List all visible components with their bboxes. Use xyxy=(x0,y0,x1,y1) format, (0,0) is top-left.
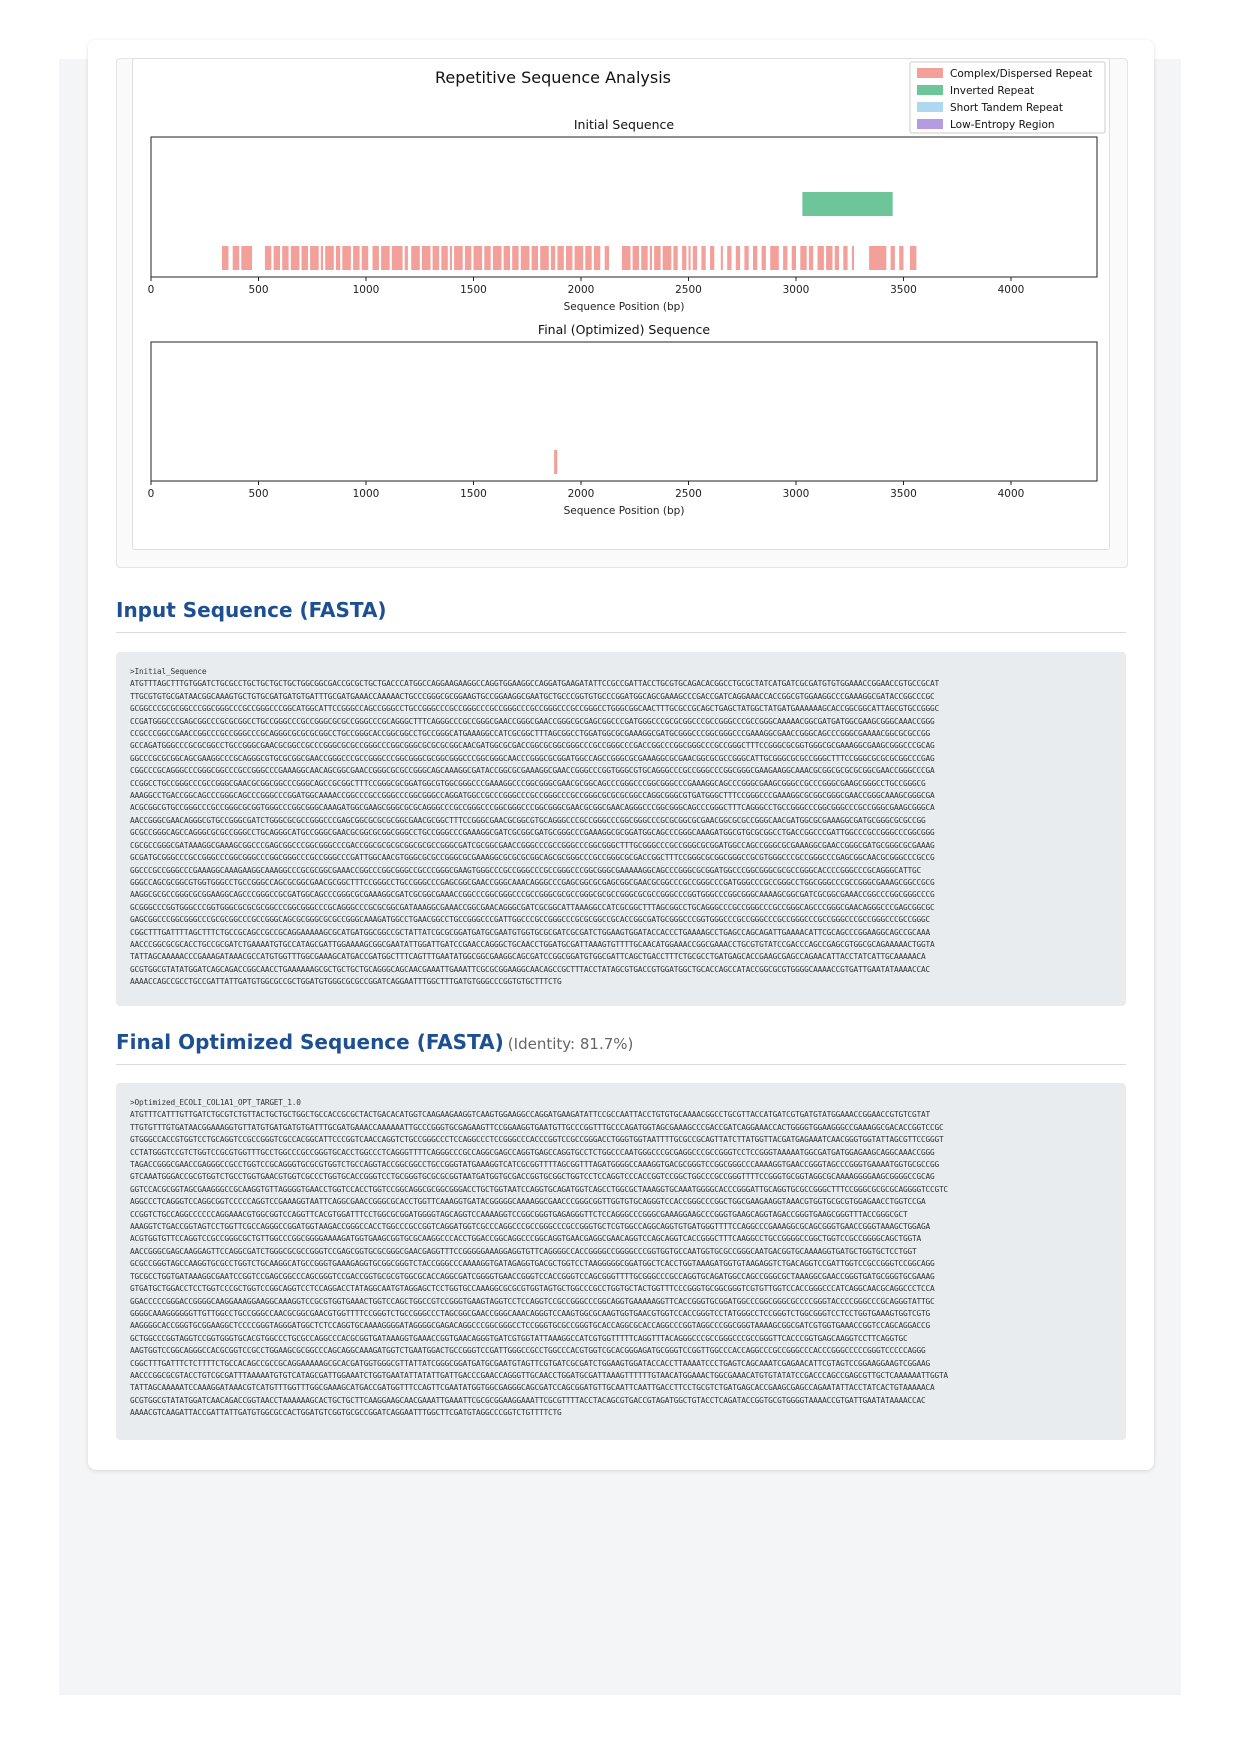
subplot-2-title: Final (Optimized) Sequence xyxy=(537,322,711,337)
complex-repeat-bar xyxy=(792,246,796,270)
complex-repeat-bar xyxy=(405,246,408,270)
legend-swatch-complex xyxy=(917,68,943,78)
complex-repeat-bar xyxy=(594,246,600,270)
complex-repeat-bar xyxy=(362,246,369,270)
final-fasta-header: >Optimized_ECOLI_COL1A1_OPT_TARGET_1.0 xyxy=(130,1098,301,1107)
complex-repeat-bar xyxy=(454,246,463,270)
x-tick-label: 2500 xyxy=(675,284,702,296)
subplot-1-xlabel: Sequence Position (bp) xyxy=(563,301,685,313)
x-tick-label: 1500 xyxy=(460,284,487,296)
x-tick-label: 2500 xyxy=(675,488,702,500)
complex-repeat-bar xyxy=(353,246,360,270)
complex-repeat-bar xyxy=(282,246,288,270)
x-tick-label: 1000 xyxy=(352,284,380,296)
final-section-title xyxy=(116,1030,633,1054)
complex-repeat-bar xyxy=(521,246,530,270)
x-tick-label: 3000 xyxy=(782,488,810,500)
complex-repeat-bar xyxy=(474,246,483,270)
chart-title: Repetitive Sequence Analysis xyxy=(434,68,672,87)
x-tick-label: 2000 xyxy=(567,488,595,500)
complex-repeat-bar xyxy=(622,246,631,270)
x-tick-label: 0 xyxy=(147,488,155,500)
complex-repeat-bar xyxy=(233,246,240,270)
final-fasta-sequence: ATGTTTCATTTGTTGATCTGCGTCTGTTACTGCTGCTGGCTGCCACCGCGCTACTGACACATGGTCAAGAAGAAGGTCAAGTGGAAGGCCAGGATGAAGATATTCCGCCAATTACCTGTGTGCAAAACGGCCTGCGTTACCATGATCGTGATGTATGGAAACCGGAACCGTGTCGTAT TTGTGTTTGTGATAACGGAAAGGTGTTATGTGATGATGTGATTTGCGATGAAACCAAAAAATTGCCCGGGTGCGAGAAGTTCCGGAAGGTGAATGTTGCCCGGTTTGCCCAGATGGTAGCGAAAGCCCGACCGATCAGGAAACCACTGGGGTGGAAGGGCCGAAAGGCGACACCGGTCCGC GTGGGCCACCGTGGTCCTGCAGGTCCGCCGGGTCGCCACGGCATTCCCGGTCAACCAGGTCTGCCGGGCCCTCCAGGCCCTCCGGGCCCACCCGGTCCGCCGGGACCTGGGTGGTAATTTTGCGCCGCAGTTATCTTATGGTTACGATGAGAAATCAACGGGTGGTATTAGCGTTCCGGGT CCTATGGGTCCGTCTGGTCCGCGTGGTTTGCCTGGCCCGCCGGGTGCACCTGGCCCTCAGGGTTTTCAGGGCCCGCCAGGCGAGCCAGGTGAGCCAGGTGCCTCTGGCCCAATGGGCCCGCGAGGCCCGCCGGGTCCTCCGGGTAAAAATGGCGATGATGGAGAAGCAGGCAAACCGGG TAGACCGGGCGAACCGAGGGCCGCCTGGTCCGCAGGGTGCGCGTGGTCTGCCAGGTACCGGCGGCCTGCCGGGTATGAAAGGTCATCGCGGTTTTAGCGGTTTAGATGGGGCCAAAGGTGACGCGGGTCCGGCGGGCCCAAAAGGTGAACCGGGTAGCCCGGGTGAAAATGGTGCGCCGG GTCAAATGGGACCGCGTGGTCTGCCTGGTGAACGTGGTCGCCCTGGTGCACCGGGTCCTGCGGGTGCGCGCGGTAATGATGGTGCGACCGGTGCGGCTGGTCCTCCAGGTCCCACCGGTCCGGCTGGCCCGCCGGGTTTTCCGGGTGCGGTAGGCGCAAAAGGGGAAGCGGGGCCGCAG GGTCCACGCGGTAGCGAAGGGCCGCAAGGTGTTAGGGGTGAACCTGGTCCACCTGGTCCGGCAGGCGCGGCGGGACCTGCTGGTAATCCAGGTGCAGATGGTCAGCCTGGCGCTAAAGGTGCAAATGGGGCACCCGGGATTGCAGGTGCGCCGGGCTTTCCGGGCGCGCGCAGGGGTCCGTC AGGCCCTCAGGGTCCAGGCGGTCCCCCAGGTCCGAAAGGTAATTCAGGCGAACCGGGCGCACCTGGTTCAAAGGTGATACGGGGGCAAAAGGCGAACCCGGGCGGTTGGTGTGCAGGGTCCACCGGGCCCGGCTGGCGAAGAAGGTAAACGTGGTGCGCGTGGAGAACCTGGTCCGA CCGGTCTGCCAGGCCCCCCAGGAAACGTGGCGGTCCAGGTTCACGTGGATTTCCTGGCGCGGATGGGGTAGCAGGTCCAAAAGGTCCGGCGGGTGAGAGGGTTCTCCAGGGCCCGGGCGAAAGGAAGCCCGGGTGAAGCAGGTAGACCGGGTGAAGCGGGTTTACCGGGCGCT AAAGGTCTGACCGGTAGTCCTGGTTCGCCAGGGCCGGATGGTAAGACCGGGCCACCTGGCCCGCCGGTCAGGATGGTCGCCCAGGCCCGCCGGGCCCGCCGGGTGCTCGTGGCCAGGCAGGTGTGATGGGTTTTCCAGGCCCGAAAGGCGCAGCGGGTGAACCGGGTAAAGCTGGAGA ACGTGGTGTTCCAGGTCCGCCGGGCGCTGTTGGCCCGGCGGGGAAAAGATGGTGAAGCGGTGCGCAAGGCCCACCTGGACCGGCAGGCCCGGCAGGTGAACGAGGCGAACAGGTCCAGCAGGTCACCGGGCTTTCAAGGCCTGCCGGGGCCGGCTGGTCCGCCGGGGCAGCTGGTA AACCGGGCGAGCAAGGAGTTCCAGGCGATCTGGGCGCGCCGGGTCCGAGCGGTGCGCGGGCGAACGAGGTTTCCGGGGGAAAGGAGGTGTTCAGGGGCCACCGGGGCCGGGGCCCGGTGGTGCCAATGGTGCGCCGGGCAATGACGGTGCAAAAGGTGATGCTGGTGCTCCTGGT GCGCCGGGTAGCCAAGGTGCGCCTGGTCTGCAAGGCATGCCGGGTGAAAGAGGTGCGGCGGGTCTACCGGGCCCAAAAGGTGATAGAGGTGACGCTGGTCCTAAGGGGGCGGATGGCTCACCTGGTAAAGATGGTGTAAGAGGTCTGACAGGTCCGATTGGTCCGCCGGGTCCGGCAGG TGCGCCTGGTGATAAAGGCGAATCCGGTCCGAGCGGCCCAGCGGGTCCGACCGGTGCGCGTGGCGCACCAGGCGATCGGGGTGAACCGGGTCCACCGGGTCCAGCGGGTTTTGCGGGCCCGCCAGGTGCAGATGGCCAGCCGGGCGCTAAAGGCGAACCGGGTGATGCGGGTGCGAAAG GTGATGCTGGACCTCCTGGTCCCGCTGGTCCGGCAGGTCCTCCAGGACCTATAGGCAATGTAGGAGCTCCTGGTGCCAAAGGCGCGCGTGGTAGTGCTGGCCCGCCTGGTGCTACTGGTTTCCCGGGTGCGGCGGGTCGTGTTGGTCCACCGGGCCCATCAGGCAACGCAGGCCCTCCA GGACCCCCGGGACCGGGGCAAGGAAAGGAAGGCAAAGGTCCGCGTGGTGAAACTGGTCCAGCTGGCCGTCCGGGTGAAGTAGGTCCTCCAGGTCCGCCGGGCCCGGCAGGTGAAAAAGGTTCACCGGGTGCGGATGGCCCGGCGGGCGCCCCGGGTACCCCGGGCCCGCAGGGTATTGC GGGGCAAAGGGGGGTTGTTGGCCTGCCGGGCCAACGCGGCGAACGTGGTTTTCCGGGTCTGCCGGGCCCTAGCGGCGAACCGGGCAAACAGGGTCCAAGTGGCGCAAGTGGTGAACGTGGTCCACCGGGTCCTATGGGCCTCCGGGTCTGGCGGGTCCTCCTGGTGAAAGTGGTCGTG AAGGGGCACCGGGTGCGGAAGGCTCCCCGGGTAGGGATGGCTCTCCAGGTGCAAAAGGGGATAGGGGCGAGACAGGCCCGGCGGGCCTCCGGGTGCGCCGGGTGCACCAGGCGCACCAGGCCCGGTAGGCCCGGCGGGTAAAAGCGGCGATCGTGGTGAAACCGGTCCAGCAGGACCG GCTGGCCCGGTAGGTCCGGTGGGTGCACGTGGCCCTGCGCCAGGCCCACGCGGTGATAAAGGTGAAACCGGTGAACAGGGTGATCGTGGTATTAAAGGCCATCGTGGTTTTTCAGGTTTACAGGGCCCGCCGGGCCCGCCGGGTTCACCCGGTGAGCAAGGTCCTTCAGGTGC AAGTGGTCCGGCAGGGCCACGCGGTCCGCCTGGAAGCGCGGCCCAGCAGGCAAAGATGGTCTGAATGGACTGCCGGGTCCGATTGGGCCGCCTGGCCCACGTGGTCGCACGGGAGATGCGGGTCCGGTTGGCCCACCAGGCCCGCCGGGCCCACCCGGGCCCCCGGGTCCCCCAGGG CGGCTTTGATTTCTCTTTTCTGCCACAGCCGCCGCAGGAAAAAGCGCACGATGGTGGGCGTTATTATCGGGCGGATGATGCGAATGTAGTTCGTGATCGCGATCTGGAAGTGGATACCACCTTAAAATCCCTGAGTCAGCAAATCGAGAACATTCGTAGTCCGGAAGGAAGTCGGAAG AACCCGGCGCGTACCTGTCGCGATTTAAAAATGTGTCATAGCGATTGGAAATCTGGTGAATATTATATTGATTGACCCGAACCAGGGTTGCAACCTGGATGCGATTAAAGTTTTTTGTAACATGGAAACTGGCGAAACATGTGTATATCCGACCCAGCCGAGCGTTGCTCAAAAAATTGGTA TATTAGCAAAAATCCAAAGGATAAACGTCATGTTTGGTTTGGCGAAAGCATGACCGATGGTTTCCAGTTCGAATATGGTGGCGAGGGCAGCGATCCAGCGGATGTTGCAATTCAATTGACCTTCCTGCGTCTGATGAGCACCGAAGCGAGCCAGAATATTACCTATCACTGTAAAAACA GCGTGGCGTATATGGATCAACAGACCGGTAACCTAAAAAAGCACTGCTGCTTCAAGGAAGCAACGAAATTGAAATTCGCGCGGAAGGAAATTCGCGTTTTACCTACAGCGTGACCGTAGATGGCTGTACCTCAGATACCGGTGCGTGGGGTAAAACCGTGATTGAATATAAAACCAC AAAACGTCAAGATTACCGATTATTGATGTGGCGCCACTGGATGTCGGTGCGCCGGATCAGGAATTTGGCTTCGATGTAGGCCCGGTCTGTTTTCTG xyxy=(130,1110,948,1418)
chart-legend xyxy=(910,62,1105,133)
legend-swatch-tandem xyxy=(917,102,943,112)
complex-repeat-bar xyxy=(551,246,555,270)
complex-repeat-bar xyxy=(575,246,584,270)
input-section-title-text: Input Sequence (FASTA) xyxy=(116,598,387,622)
complex-repeat-bar xyxy=(852,246,854,270)
subplot-1-ticks xyxy=(148,277,1025,296)
complex-repeat-bar xyxy=(557,246,563,270)
x-tick-label: 4000 xyxy=(997,488,1025,500)
complex-repeat-bar xyxy=(342,246,351,270)
complex-repeat-bar xyxy=(727,246,731,270)
complex-repeat-bar xyxy=(762,246,766,270)
complex-repeat-bar xyxy=(291,246,300,270)
inverted-repeat-bar xyxy=(802,192,892,216)
legend-label-tandem: Short Tandem Repeat xyxy=(950,102,1063,114)
x-tick-label: 3500 xyxy=(890,488,917,500)
complex-repeat-bar xyxy=(663,246,672,270)
complex-repeat-bar xyxy=(633,246,639,270)
input-section-divider xyxy=(116,632,1126,633)
complex-repeat-bar xyxy=(450,246,452,270)
subplot-2-ticks xyxy=(148,481,1025,500)
complex-repeat-bar xyxy=(422,246,431,270)
complex-repeat-bar xyxy=(710,246,714,270)
x-tick-label: 1500 xyxy=(460,488,487,500)
complex-repeat-bar xyxy=(721,246,723,270)
input-fasta-block xyxy=(116,652,1126,1006)
complex-repeat-bar xyxy=(321,246,323,270)
complex-repeat-bar xyxy=(783,246,787,270)
complex-repeat-bar xyxy=(744,246,748,270)
input-fasta-header: >Initial_Sequence xyxy=(130,667,207,676)
repeat-analysis-figure xyxy=(132,58,1110,550)
complex-repeat-bar xyxy=(770,246,779,270)
x-tick-label: 4000 xyxy=(997,284,1025,296)
complex-repeat-bar xyxy=(325,246,334,270)
complex-repeat-bar xyxy=(566,246,572,270)
complex-repeat-bar xyxy=(800,246,806,270)
complex-repeat-bar xyxy=(222,246,229,270)
complex-repeat-bar xyxy=(673,246,677,270)
complex-repeat-bar xyxy=(373,246,379,270)
complex-repeat-bar xyxy=(689,246,691,270)
final-section-divider xyxy=(116,1064,1126,1065)
complex-repeat-bar xyxy=(493,246,502,270)
complex-repeat-bar xyxy=(869,246,886,270)
repeat-analysis-chart xyxy=(133,59,1109,549)
subplot-1-title: Initial Sequence xyxy=(573,117,675,132)
identity-value: (Identity: 81.7%) xyxy=(507,1035,634,1053)
complex-repeat-bar xyxy=(899,246,903,270)
complex-repeat-bar xyxy=(512,246,518,270)
complex-repeat-bar xyxy=(641,246,648,270)
subplot-2-marks xyxy=(554,450,557,474)
complex-repeat-bar xyxy=(693,246,697,270)
complex-repeat-bar xyxy=(650,246,652,270)
complex-repeat-bar xyxy=(891,246,895,270)
legend-swatch-low-entropy xyxy=(917,119,943,129)
x-tick-label: 500 xyxy=(248,488,269,500)
legend-swatch-inverted xyxy=(917,85,943,95)
input-fasta-sequence: ATGTTTAGCTTTGTGGATCTGCGCCTGCTGCTGCTGCTGGCGGCGACCGCGCTGCTGACCCATGGCCAGGAAGAAGGCCAGGTGGAAGGCCAGGATGAAGATATTCCGCCGATTACCTGCGTGCAGACACGGCCTGCGCTATCATGATCGCGATGTGTGGAAACCGGAACCGTGCCGCAT TTGCGTGTGCGATAACGGCAAAGTGCTGTGCGATGATGTGATTTGCGATGAAACCAAAAACTGCCCGGGCGCGGAAGTGCCGGAAGGCGAATGCTGCCCGGTGTGCCCGGATGGCAGCGAAAGCCCGACCGATCAGGAAACCACCGGCGTGGAAGGCCCGAAAGGCGATACCGGCCCGC GCGGCCCGCGCGGCCCGGCGGGCCCGCCGGGCCCGGCATGGCATTCCGGGCCAGCCGGGCCTGCCGGGCCCGCCGGGCCCGCCGGGCCCGCCGGGCCCGCCGGGCCTGGGCGGCAACTTTGCGCCGCAGCTGAGCTATGGCTATGATGAAAAAAGCACCGGCGGCATTAGCGTGCCGGGC CCGATGGGCCCGAGCGGCCCGCGCGGCCTGCCGGGCCCGCCGGGCGCGCCGGGCCCGCAGGGCTTTCAGGGCCCGCCGGGCGAACCGGGCGAACCGGGCGCGAGCGGCCCGATGGGCCCGCGCGGCCCGCCGGGCCCGCCGGGCAAAAACGGCGATGATGGCGAAGCGGGCAAACCGGG CCGCCCGGCCGAACCGGCCCGCCGGGCCCGCAGGGCGCGCGCGGCCTGCCGGGCACCGGCGGCCTGCCGGGCATGAAAGGCCATCGCGGCTTTAGCGGCCTGGATGGCGCGAAAGGCGATGCGGGCCCGGCGGGCCCGAAAGGCGAACCGGGCAGCCCGGGCGAAAACGGCGCGCCGG GCCAGATGGGCCCGCGCGGCCTGCCGGGCGAACGCGGCCGCCCGGGCGCGCCGGGCCCGGCGGGCGCGCGCGGCAACGATGGCGCGACCGGCGCGGCGGGCCCGCCGGGCCCGACCGGCCCGGCGGGCCCGCCGGGCTTTCCGGGCGCGGTGGGCGCGAAAGGCGAAGCGGGCCCGCAG GGCCCGCGCGGCAGCGAAGGCCCGCAGGGCGTGCGCGGCGAACCGGGCCCGCCGGGCCCGGCGGGCGCGGCGGGCCCGGCGGGCAACCCGGGCGCGGATGGCCAGCCGGGCGCGAAAGGCGCGAACGGCGCGCCGGGCATTGCGGGCGCGCCGGGCTTTCCGGGCGCGCGCGGCCCGAG CGGCCCGCAGGGCCCGGGCGGCCCGCCGGGCCCGAAAGGCAACAGCGGCGAACCGGGCGCGCCGGGCAGCAAAGGCGATACCGGCGCGAAAGGCGAACCGGGCCCGGTGGGCGTGCAGGGCCCGCCGGGCCCGGCGGGCGAAGAAGGCAAACGCGGCGCGCGCGGCGAACCGGGCCCGA CCGGCCTGCCGGGCCCGCCGGGCGAACGCGGCGGCCCGGGCAGCCGCGGCTTTCCGGGCGCGGATGGCGTGGCGGGCCCGAAAGGCCCGGCGGGCGAACGCGGCAGCCCGGGCCCGGCGGGCCCGAAAGGCAGCCCGGGCGAAGCGGGCCGCCCGGGCGAAGCGGGCCTGCCGGGCG AAAGGCCTGACCGGCAGCCCGGGCAGCCCGGGCCCGGATGGCAAAACCGGCCCGCCGGGCCCGGCGGGCCAGGATGGCCGCCCGGGCCCGCCGGGCCCGCCGGGCGCGCGCGGCCAGGCGGGCGTGATGGGCTTTCCGGGCCCGAAAGGCGCGGCGGGCGAACCGGGCAAAGCGGGCGA ACGCGGCGTGCCGGGCCCGCCGGGCGCGGTGGGCCCGGCGGGCAAAGATGGCGAAGCGGGCGCGCAGGGCCCGCCGGGCCCGGCGGGCCCGGCGGGCGAACGCGGCGAACAGGGCCCGGCGGGCAGCCCGGGCTTTCAGGGCCTGCCGGGCCCGGCGGGCCCGCCGGGCGAAGCGGGCA AACCGGGCGAACAGGGCGTGCCGGGCGATCTGGGCGCGCCGGGCCCGAGCGGCGCGCGCGGCGAACGCGGCTTTCCGGGCGAACGCGGCGTGCAGGGCCCGCCGGGCCCGGCGGGCCCGCGCGGCGCGAACGGCGCGCCGGGCAACGATGGCGCGAAAGGCGATGCGGGCGCGCCGG GCGCCGGGCAGCCAGGGCGCGCCGGGCCTGCAGGGCATGCCGGGCGAACGCGGCGCGGCGGGCCTGCCGGGCCCGAAAGGCGATCGCGGCGATGCGGGCCCGAAAGGCGCGGATGGCAGCCCGGGCAAAGATGGCGTGCGCGGCCTGACCGGCCCGATTGGCCCGCCGGGCCCGGCGGG CGCGCCGGGCGATAAAGGCGAAAGCGGCCCGAGCGGCCCGGCGGGCCCGACCGGCGCGCGCGGCGCGCCGGGCGATCGCGGCGAACCGGGCCCGCCGGGCCCGGCGGGCTTTGCGGGCCCGCCGGGCGCGGATGGCCAGCCGGGCGCGAAAGGCGAACCGGGCGATGCGGGCGCGAAAG GCGATGCGGGCCCGCCGGGCCCGGCGGGCCCGGCGGGCCCGCCGGGCCCGATTGGCAACGTGGGCGCGCCGGGCGCGAAAGGCGCGCGCGGCAGCGCGGGCCCGCCGGGCGCGACCGGCTTTCCGGGCGCGGCGGGCCGCGTGGGCCCGCCGGGCCCGAGCGGCAACGCGGGCCCGCCG GGCCCGCCGGGCCCGAAAGGCAAAGAAGGCAAAGGCCCGCGCGGCGAAACCGGCCCGGCGGGCCGCCCGGGCGAAGTGGGCCCGCCGGGCCCGCCGGGCCCGGCGGGCGAAAAAGGCAGCCCGGGCGCGGATGGCCCGGCGGGCGCGCCGGGCACCCCGGGCCCGCAGGGCATTGC GGGCCAGCGCGGCGTGGTGGGCCTGCCGGGCCAGCGCGGCGAACGCGGCTTTCCGGGCCTGCCGGGCCCGAGCGGCGAACCGGGCAAACAGGGCCCGAGCGGCGCGAGCGGCGAACGCGGCCCGCCGGGCCCGATGGGCCCGCCGGGCCTGGCGGGCCCGCCGGGCGAAAGCGGCCGCG AAGGCGCGCCGGGCGCGGAAGGCAGCCCGGGCCGCGATGGCAGCCCGGGCGCGAAAGGCGATCGCGGCGAAACCGGCCCGGCGGGCCCGCCGGGCGCGCCGGGCGCGCCGGGCGCGCCGGGCCCGGTGGGCCCGGCGGGCAAAAGCGGCGATCGCGGCGAAACCGGCCCGGCGGGCCCG GCGGGCCCGGTGGGCCCGGTGGGCGCGCGCGGCCCGGCGGGCCCGCAGGGCCCGCGCGGCGATAAAGGCGAAACCGGCGAACAGGGCGATCGCGGCATTAAAGGCCATCGCGGCTTTAGCGGCCTGCAGGGCCCGCCGGGCCCGCCGGGCAGCCCGGGCGAACAGGGCCCGAGCGGCGC GAGCGGCCCGGCGGGCCCGCGCGGCCCGCCGGGCAGCGCGGGCGCGCCGGGCAAAGATGGCCTGAACGGCCTGCCGGGCCCGATTGGCCCGCCGGGCCCGCGCGGCCGCACCGGCGATGCGGGCCCGGTGGGCCCGCCGGGCCCGCCGGGCCCGCCGGGCCCGCCGGGCCCGCCGGGC CGGCTTTGATTTTAGCTTTCTGCCGCAGCCGCCGCAGGAAAAAGCGCATGATGGCGGCCGCTATTATCGCGCGGATGATGCGAATGTGGTGCGCGATCGCGATCTGGAAGTGGATACCACCCTGAAAAGCCTGAGCCAGCAGATTGAAAACATTCGCAGCCCGGAAGGCAGCCGCAAA AACCCGGCGCGCACCTGCCGCGATCTGAAAATGTGCCATAGCGATTGGAAAAGCGGCGAATATTGGATTGATCCGAACCAGGGCTGCAACCTGGATGCGATTAAAGTGTTTTGCAACATGGAAACCGGCGAAACCTGCGTGTATCCGACCCAGCCGAGCGTGGCGCAGAAAAACTGGTA TATTAGCAAAAACCCGAAAGATAAACGCCATGTGGTTTGGCGAAAGCATGACCGATGGCTTTCAGTTTGAATATGGCGGCGAAGGCAGCGATCCGGCGGATGTGGCGATTCAGCTGACCTTTCTGCGCCTGATGAGCACCGAAGCGAGCCAGAACATTACCTATCATTGCAAAAACA GCGTGGCGTATATGGATCAGCAGACCGGCAACCTGAAAAAAGCGCTGCTGCTGCAGGGCAGCAACGAAATTGAAATTCGCGCGGAAGGCAACAGCCGCTTTACCTATAGCGTGACCGTGGATGGCTGCACCAGCCATACCGGCGCGTGGGGCAAAACCGTGATTGAATATAAAACCAC AAAACCAGCCGCCTGCCGATTATTGATGTGGCGCCGCTGGATGTGGGCGCGCCGGATCAGGAATTTGGCTTTGATGTGGGCCCGGTGTGCTTTCTG xyxy=(130,679,939,987)
final-fasta-block xyxy=(116,1083,1126,1440)
legend-label-inverted: Inverted Repeat xyxy=(950,85,1035,97)
x-tick-label: 3500 xyxy=(890,284,917,296)
x-tick-label: 3000 xyxy=(782,284,810,296)
complex-repeat-bar xyxy=(809,246,813,270)
complex-repeat-bar xyxy=(392,246,403,270)
complex-repeat-bar xyxy=(381,246,390,270)
complex-repeat-bar xyxy=(654,246,661,270)
complex-repeat-bar xyxy=(465,246,471,270)
x-tick-label: 1000 xyxy=(352,488,380,500)
x-tick-label: 2000 xyxy=(567,284,595,296)
complex-repeat-bar xyxy=(682,246,686,270)
complex-repeat-bar xyxy=(241,246,252,270)
complex-repeat-bar xyxy=(433,246,440,270)
complex-repeat-bar xyxy=(835,246,839,270)
final-section-title-text: Final Optimized Sequence (FASTA) xyxy=(116,1030,504,1054)
complex-repeat-bar xyxy=(701,246,705,270)
complex-repeat-bar xyxy=(265,246,271,270)
complex-repeat-bar xyxy=(336,246,340,270)
complex-repeat-bar xyxy=(826,246,832,270)
complex-repeat-bar xyxy=(910,246,917,270)
x-tick-label: 500 xyxy=(248,284,269,296)
complex-repeat-bar xyxy=(441,246,448,270)
complex-repeat-bar xyxy=(504,246,510,270)
complex-repeat-bar xyxy=(736,246,740,270)
complex-repeat-bar xyxy=(605,246,609,270)
complex-repeat-bar xyxy=(843,246,847,270)
complex-repeat-bar xyxy=(411,246,420,270)
complex-repeat-bar xyxy=(274,246,280,270)
complex-repeat-bar xyxy=(753,246,757,270)
complex-repeat-bar xyxy=(302,246,309,270)
subplot-2-xlabel: Sequence Position (bp) xyxy=(563,505,685,517)
complex-repeat-bar xyxy=(818,246,824,270)
legend-label-low-entropy: Low-Entropy Region xyxy=(950,119,1055,131)
input-section-title xyxy=(116,598,387,622)
subplot-2-axes xyxy=(151,342,1097,481)
complex-repeat-bar xyxy=(585,246,591,270)
complex-repeat-bar xyxy=(532,246,538,270)
legend-label-complex: Complex/Dispersed Repeat xyxy=(950,68,1093,80)
complex-repeat-bar xyxy=(540,246,549,270)
complex-repeat-bar xyxy=(310,246,319,270)
x-tick-label: 0 xyxy=(147,284,155,296)
complex-repeat-bar xyxy=(554,450,557,474)
complex-repeat-bar xyxy=(484,246,490,270)
